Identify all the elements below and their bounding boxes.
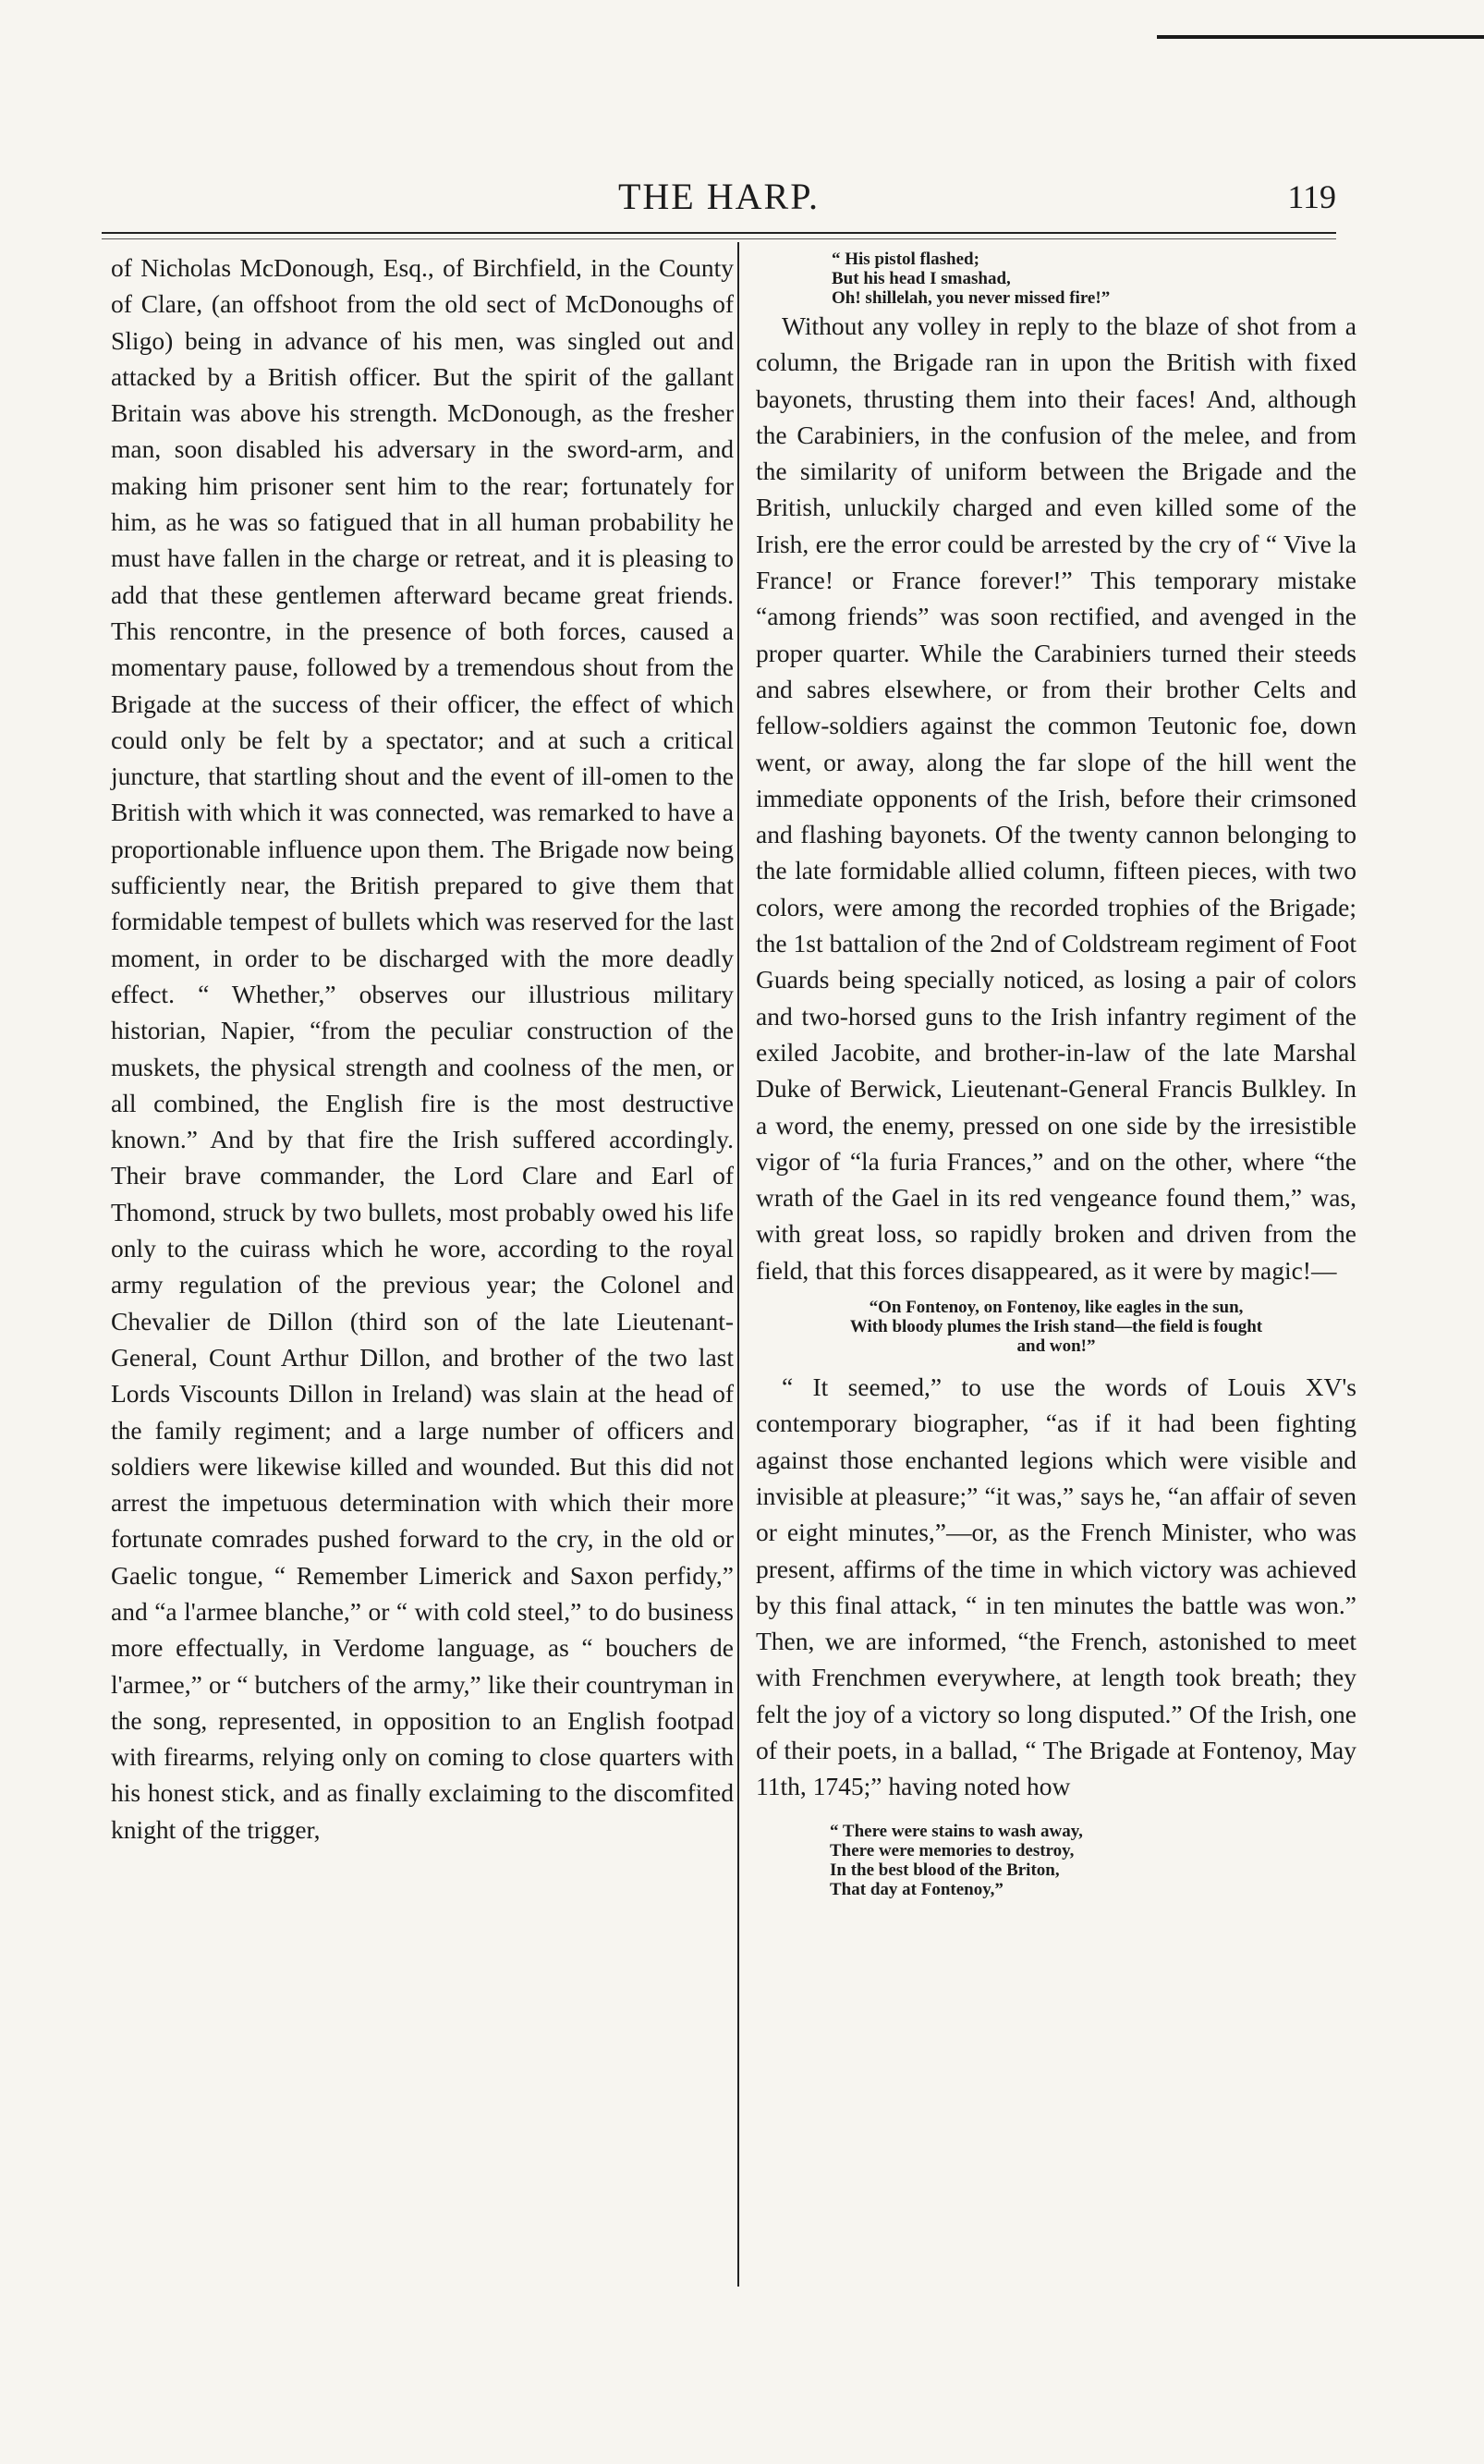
right-paragraph-2: “ It seemed,” to use the words of Louis XV's contemporary biographer, “as if it had been fighting against those enchanted legions which were visible and invisible at pleasure;” “it was,” says he, “an affair of seven or eight minutes,”—or, as the French Minister, who was present, affirms of the time in which victory was achieved by this final attack, “ in ten minutes the battle was won.” Then, we are informed, “the French, astonished to meet with Frenchmen everywhere, at length took breath; they felt the joy of a victory so long disputed.” Of the Irish, one of their poets, in a ballad, “ The Brigade at Fontenoy, May 11th, 1745;” having noted how xyxy=(756,1372,1356,1801)
right-column xyxy=(756,250,1356,1899)
verse-stains: “ There were stains to wash away, There were memories to destroy, In the best blood of the Briton, That day at Fontenoy,” xyxy=(830,1821,1083,1899)
left-paragraph: of Nicholas McDonough, Esq., of Birchfield, in the County of Clare, (an offshoot from the old sect of McDonoughs of Sligo) being in advance of his men, was singled out and attacked by a British officer. But the spirit of the gallant Britain was above his strength. McDonough, as the fresher man, soon disabled his adversary in the sword-arm, and making him prisoner sent him to the rear; fortunately for him, as he was so fatigued that in all human probability he must have fallen in the charge or retreat, and it is pleasing to add that these gentlemen afterward became great friends. This rencontre, in the presence of both forces, caused a momentary pause, followed by a tremendous shout from the Brigade at the success of their officer, the effect of which could only be felt by a spectator; and at such a critical juncture, that startling shout and the event of ill-omen to the British with which it was connected, was remarked to have a proportionable influence upon them. The Brigade now being sufficiently near, the British prepared to give them that formidable tempest of bullets which was reserved for the last moment, in order to be discharged with the more deadly effect. “ Whether,” observes our illustrious military historian, Napier, “from the peculiar construction of the muskets, the physical strength and coolness of the men, or all combined, the English fire is the most destructive known.” And by that fire the Irish suffered accordingly. Their brave commander, the Lord Clare and Earl of Thomond, struck by two bullets, most probably owed his life only to the cuirass which he wore, according to the royal army regulation of the previous year; the Colonel and Chevalier de Dillon (third son of the late Lieutenant-General, Count Arthur Dillon, and brother of the two last Lords Viscounts Dillon in Ireland) was slain at the head of the family regiment; and a large number of officers and soldiers were likewise killed and wounded. But this did not arrest the impetuous determination with which their more fortunate comrades pushed forward to the cry, in the old or Gaelic tongue, “ Remember Limerick and Saxon perfidy,” and “a l'armee blanche,” or “ with cold steel,” to do business more effectually, in Verdome language, as “ bouchers de l'armee,” or “ butchers of the army,” like their countryman in the song, represented, in opposition to an English footpad with firearms, relying only on coming to close quarters with his honest stick, and as finally exclaiming to the discomfited knight of the trigger, xyxy=(111,253,734,1844)
header-rule xyxy=(102,232,1336,234)
header-rule-thin xyxy=(102,238,1336,239)
verse-shillelah: “ His pistol flashed; But his head I smashad, Oh! shillelah, you never missed fire!” xyxy=(832,250,1111,308)
top-edge-rule xyxy=(1157,35,1484,39)
page-header xyxy=(102,174,1336,220)
right-paragraph-1: Without any volley in reply to the blaze of shot from a column, the Brigade ran in upon the British with fixed bayonets, thrusting them into their faces! And, although the Carabiniers, in the confusion of the melee, and from the similarity of uniform between the Brigade and the British, unluckily charged and even killed some of the Irish, ere the error could be arrested by the cry of “ Vive la France! or France forever!” This temporary mistake “among friends” was soon rectified, and avenged in the proper quarter. While the Carabiniers turned their steeds and sabres elsewhere, or from their brother Celts and fellow-soldiers against the common Teutonic foe, down went, or away, along the far slope of the hill went the immediate opponents of the Irish, before their crimsoned and flashing bayonets. Of the twenty cannon belonging to the late formidable allied column, fifteen pieces, with two colors, were among the recorded trophies of the Brigade; the 1st battalion of the 2nd of Coldstream regiment of Foot Guards being specially noticed, as losing a pair of colors and two-horsed guns to the Irish infantry regiment of the exiled Jacobite, and brother-in-law of the late Marshal Duke of Berwick, Lieutenant-General Francis Bulkley. In a word, the enemy, pressed on one side by the irresistible vigor of “la furia Frances,” and on the other, where “the wrath of the Gael in its red vengeance found them,” was, with great loss, so rapidly broken and driven from the field, that this forces disappeared, as it were by magic!— xyxy=(756,311,1356,1285)
column-divider xyxy=(737,242,739,2287)
page-number: 119 xyxy=(1287,178,1336,215)
verse-fontenoy: “On Fontenoy, on Fontenoy, like eagles in the sun, With bloody plumes the Irish stand—the field is fought and won!” xyxy=(849,1298,1263,1357)
running-title: THE HARP. xyxy=(617,176,821,217)
left-column xyxy=(111,250,734,1848)
